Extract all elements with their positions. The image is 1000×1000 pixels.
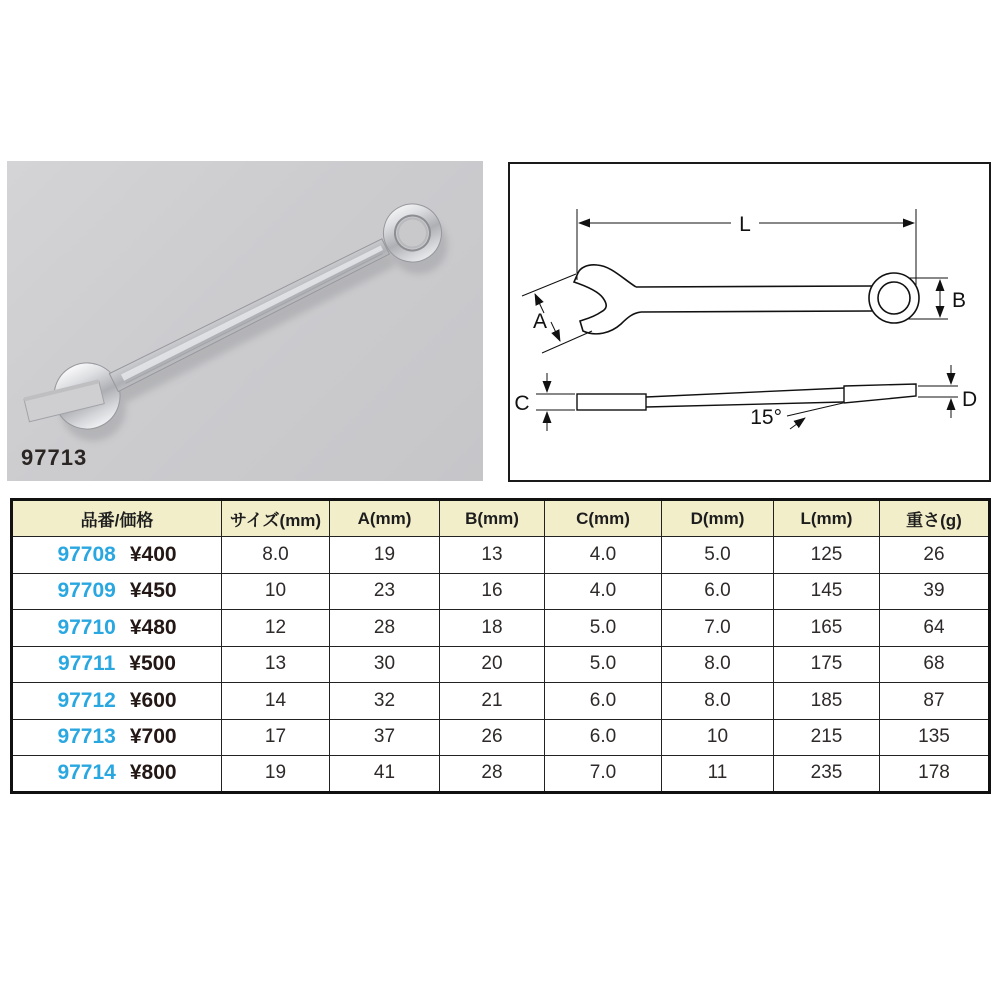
- header-size: サイズ(mm): [222, 500, 330, 537]
- cell-d: 6.0: [662, 573, 774, 610]
- cell-c: 4.0: [545, 573, 662, 610]
- header-c: C(mm): [545, 500, 662, 537]
- cell-b: 21: [440, 683, 545, 720]
- cell-size: 17: [222, 719, 330, 756]
- cell-size: 13: [222, 646, 330, 683]
- part-number: 97712: [57, 688, 116, 712]
- header-b: B(mm): [440, 500, 545, 537]
- cell-part-price: [12, 610, 222, 647]
- cell-weight: 64: [880, 610, 990, 647]
- cell-a: 41: [330, 756, 440, 793]
- cell-d: 5.0: [662, 537, 774, 574]
- cell-weight: 26: [880, 537, 990, 574]
- table-row: [12, 537, 990, 574]
- header-a: A(mm): [330, 500, 440, 537]
- cell-l: 175: [774, 646, 880, 683]
- table-row: [12, 756, 990, 793]
- cell-d: 10: [662, 719, 774, 756]
- table-row: [12, 719, 990, 756]
- part-number: 97713: [57, 725, 116, 749]
- dim-label-D: D: [962, 388, 978, 411]
- cell-size: 19: [222, 756, 330, 793]
- cell-a: 32: [330, 683, 440, 720]
- dim-label-C: C: [514, 392, 530, 415]
- wrench-photo: [16, 191, 453, 454]
- part-number: 97710: [57, 615, 116, 639]
- cell-part-price: [12, 683, 222, 720]
- cell-weight: 178: [880, 756, 990, 793]
- cell-a: 37: [330, 719, 440, 756]
- dim-label-L: L: [739, 213, 751, 236]
- cell-size: 14: [222, 683, 330, 720]
- cell-l: 145: [774, 573, 880, 610]
- cell-part-price: [12, 646, 222, 683]
- spec-table: [10, 498, 991, 794]
- table-row: [12, 683, 990, 720]
- price: ¥400: [129, 542, 177, 566]
- cell-b: 20: [440, 646, 545, 683]
- cell-d: 8.0: [662, 646, 774, 683]
- cell-weight: 68: [880, 646, 990, 683]
- spec-table-header-row: [12, 500, 990, 537]
- part-number: 97711: [58, 652, 116, 676]
- table-row: [12, 573, 990, 610]
- cell-part-price: [12, 719, 222, 756]
- cell-weight: 87: [880, 683, 990, 720]
- dimension-diagram-panel: [508, 162, 991, 482]
- part-number: 97708: [57, 542, 116, 566]
- cell-size: 12: [222, 610, 330, 647]
- cell-l: 215: [774, 719, 880, 756]
- cell-weight: 135: [880, 719, 990, 756]
- cell-d: 7.0: [662, 610, 774, 647]
- price: ¥480: [129, 615, 177, 639]
- photo-part-number-label: 97713: [21, 445, 88, 470]
- cell-part-price: [12, 756, 222, 793]
- header-d: D(mm): [662, 500, 774, 537]
- cell-l: 185: [774, 683, 880, 720]
- part-number: 97709: [57, 579, 116, 603]
- wrench-photo-illustration: [7, 161, 483, 481]
- price: ¥500: [129, 652, 176, 676]
- cell-c: 4.0: [545, 537, 662, 574]
- cell-b: 18: [440, 610, 545, 647]
- cell-c: 5.0: [545, 610, 662, 647]
- cell-b: 13: [440, 537, 545, 574]
- cell-a: 23: [330, 573, 440, 610]
- cell-c: 7.0: [545, 756, 662, 793]
- cell-l: 165: [774, 610, 880, 647]
- price: ¥450: [129, 579, 177, 603]
- header-weight: 重さ(g): [880, 500, 990, 537]
- price: ¥800: [129, 761, 177, 785]
- cell-d: 11: [662, 756, 774, 793]
- product-photo-panel: [7, 161, 483, 481]
- header-l: L(mm): [774, 500, 880, 537]
- cell-a: 19: [330, 537, 440, 574]
- spec-table-body: [12, 537, 990, 793]
- cell-a: 28: [330, 610, 440, 647]
- dim-label-A: A: [532, 310, 548, 333]
- price: ¥700: [129, 725, 177, 749]
- cell-c: 6.0: [545, 683, 662, 720]
- cell-c: 5.0: [545, 646, 662, 683]
- cell-a: 30: [330, 646, 440, 683]
- cell-part-price: [12, 537, 222, 574]
- table-row: [12, 610, 990, 647]
- part-number: 97714: [57, 761, 116, 785]
- cell-l: 125: [774, 537, 880, 574]
- price: ¥600: [129, 688, 177, 712]
- cell-size: 10: [222, 573, 330, 610]
- cell-part-price: [12, 573, 222, 610]
- cell-b: 28: [440, 756, 545, 793]
- cell-d: 8.0: [662, 683, 774, 720]
- angle-label: 15°: [750, 406, 782, 429]
- wrench-top-view-head: [574, 265, 641, 334]
- cell-l: 235: [774, 756, 880, 793]
- header-part-price: 品番/価格: [12, 500, 222, 537]
- cell-b: 16: [440, 573, 545, 610]
- dim-label-B: B: [952, 289, 967, 312]
- table-row: [12, 646, 990, 683]
- dimension-diagram: [510, 164, 989, 480]
- cell-b: 26: [440, 719, 545, 756]
- cell-c: 6.0: [545, 719, 662, 756]
- cell-weight: 39: [880, 573, 990, 610]
- cell-size: 8.0: [222, 537, 330, 574]
